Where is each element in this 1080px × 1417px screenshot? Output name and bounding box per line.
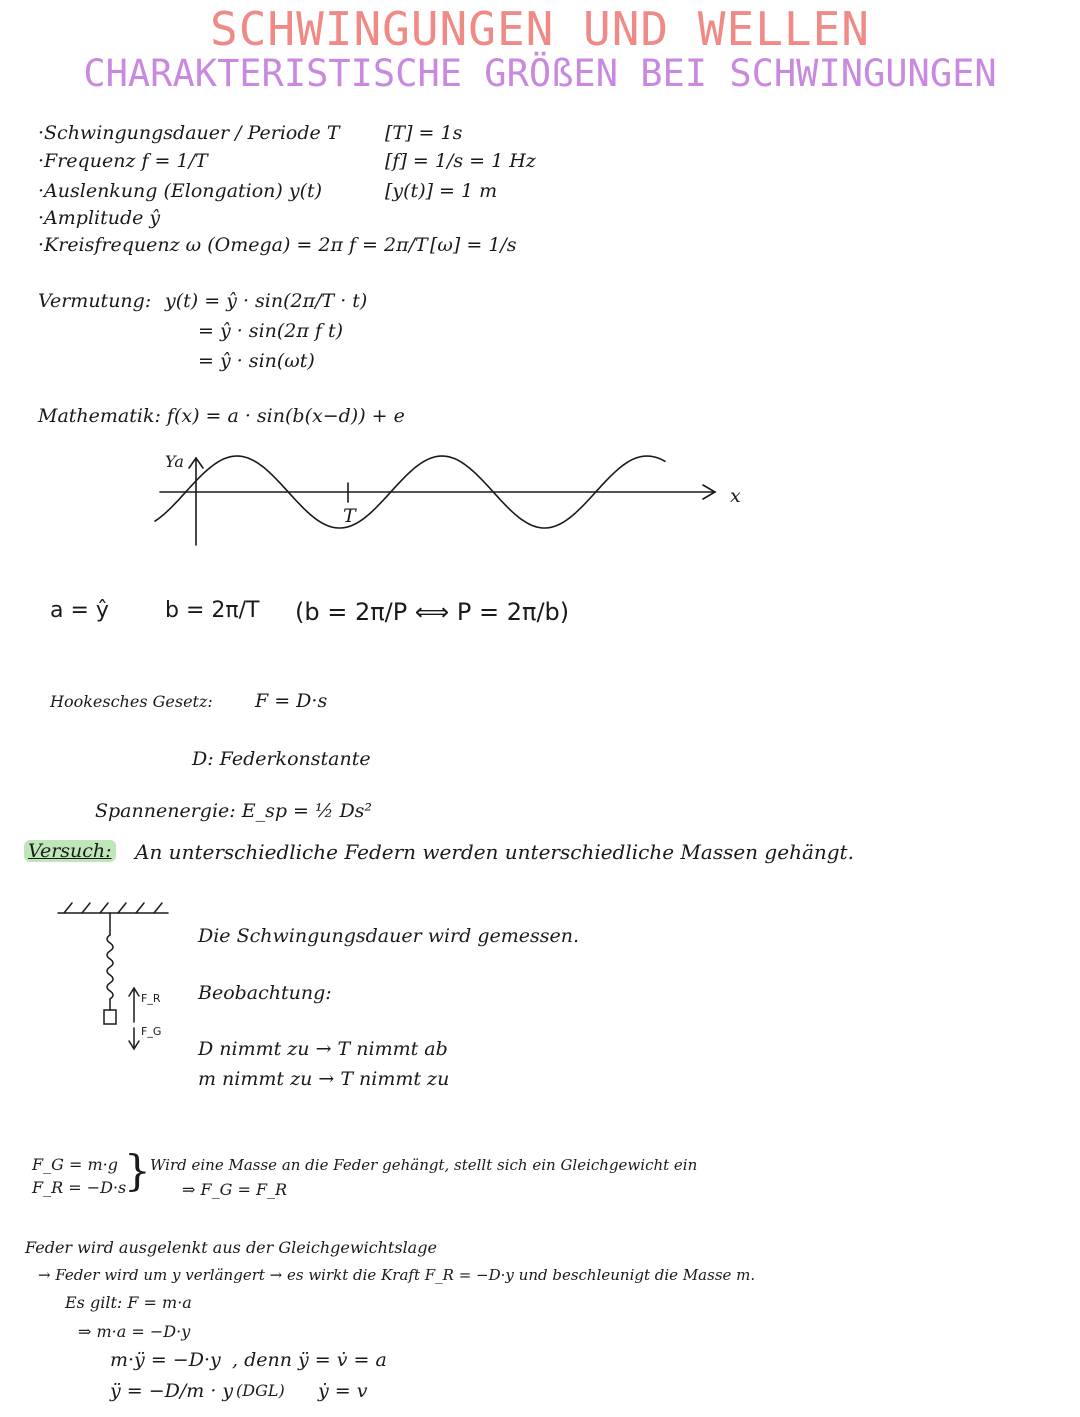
- param-a: a = ŷ: [50, 598, 109, 623]
- equilibrium-text: Wird eine Masse an die Feder gehängt, stellt sich ein Gleichgewicht ein: [150, 1156, 698, 1174]
- graph-x-label: x: [730, 485, 741, 507]
- unit-frequency: [f] = 1/s = 1 Hz: [385, 150, 536, 172]
- observation-1: D nimmt zu → T nimmt ab: [198, 1038, 448, 1060]
- param-b: b = 2π/T: [165, 598, 260, 623]
- vermutung-label: Vermutung:: [38, 290, 152, 312]
- page-subtitle: CHARAKTERISTISCHE GRÖßEN BEI SCHWINGUNGEN: [83, 52, 997, 95]
- graph-y-label: Ya: [165, 452, 184, 471]
- derivation-line-2: → Feder wird um y verlängert → es wirkt die Kraft F_R = −D·y und beschleunigt die Masse m.: [38, 1266, 756, 1284]
- hooke-formula: F = D·s: [255, 690, 328, 712]
- observation-label: Beobachtung:: [198, 982, 332, 1004]
- versuch-highlight: Versuch:: [24, 840, 116, 862]
- brace: }: [124, 1146, 151, 1195]
- mathematik-formula: Mathematik: f(x) = a · sin(b(x−d)) + e: [38, 405, 405, 427]
- derivation-line-3: Es gilt: F = m·a: [65, 1293, 192, 1312]
- hooke-label: Hookesches Gesetz:: [50, 692, 213, 711]
- derivation-dgl: (DGL): [236, 1381, 285, 1400]
- quantity-angular-frequency: ·Kreisfrequenz ω (Omega) = 2π f = 2π/T: [38, 234, 428, 256]
- derivation-line-6c: ẏ = v: [318, 1380, 368, 1402]
- quantity-elongation: ·Auslenkung (Elongation) y(t): [38, 180, 323, 202]
- spring-coil: [107, 935, 113, 999]
- quantity-amplitude: ·Amplitude ŷ: [38, 207, 161, 229]
- versuch-text: An unterschiedliche Federn werden unterschiedliche Massen gehängt.: [135, 840, 854, 864]
- derivation-line-5: m·ÿ = −D·y: [110, 1349, 221, 1371]
- vermutung-line-3: = ŷ · sin(ωt): [198, 350, 315, 372]
- observation-2: m nimmt zu → T nimmt zu: [198, 1068, 450, 1090]
- quantity-period: ·Schwingungsdauer / Periode T: [38, 122, 340, 144]
- unit-period: [T] = 1s: [385, 122, 463, 144]
- derivation-line-1: Feder wird ausgelenkt aus der Gleichgewichtslage: [25, 1238, 437, 1257]
- spannenergie: Spannenergie: E_sp = ½ Ds²: [95, 800, 373, 822]
- eq-weight: F_G = m·g: [32, 1155, 118, 1174]
- page-title: SCHWINGUNGEN UND WELLEN: [210, 2, 870, 56]
- param-relation: (b = 2π/P ⟺ P = 2π/b): [295, 598, 570, 626]
- vermutung-line-1: y(t) = ŷ · sin(2π/T · t): [165, 290, 368, 312]
- unit-angular-frequency: [ω] = 1/s: [430, 234, 517, 256]
- quantity-frequency: ·Frequenz f = 1/T: [38, 150, 208, 172]
- derivation-line-4: ⇒ m·a = −D·y: [78, 1322, 191, 1341]
- vermutung-line-2: = ŷ · sin(2π f t): [198, 320, 344, 342]
- derivation-line-5b: , denn ÿ = v̇ = a: [232, 1349, 387, 1371]
- unit-elongation: [y(t)] = 1 m: [385, 180, 498, 202]
- mass-block: [104, 1010, 116, 1024]
- force-down-label: F_G: [141, 1025, 162, 1038]
- derivation-line-6: ÿ = −D/m · y: [110, 1380, 234, 1402]
- federkonstante: D: Federkonstante: [192, 748, 371, 770]
- force-up-label: F_R: [141, 992, 161, 1005]
- graph-period-label: T: [343, 505, 356, 527]
- equilibrium-result: ⇒ F_G = F_R: [182, 1180, 288, 1199]
- experiment-measured: Die Schwingungsdauer wird gemessen.: [198, 925, 580, 947]
- eq-restoring: F_R = −D·s: [32, 1178, 127, 1197]
